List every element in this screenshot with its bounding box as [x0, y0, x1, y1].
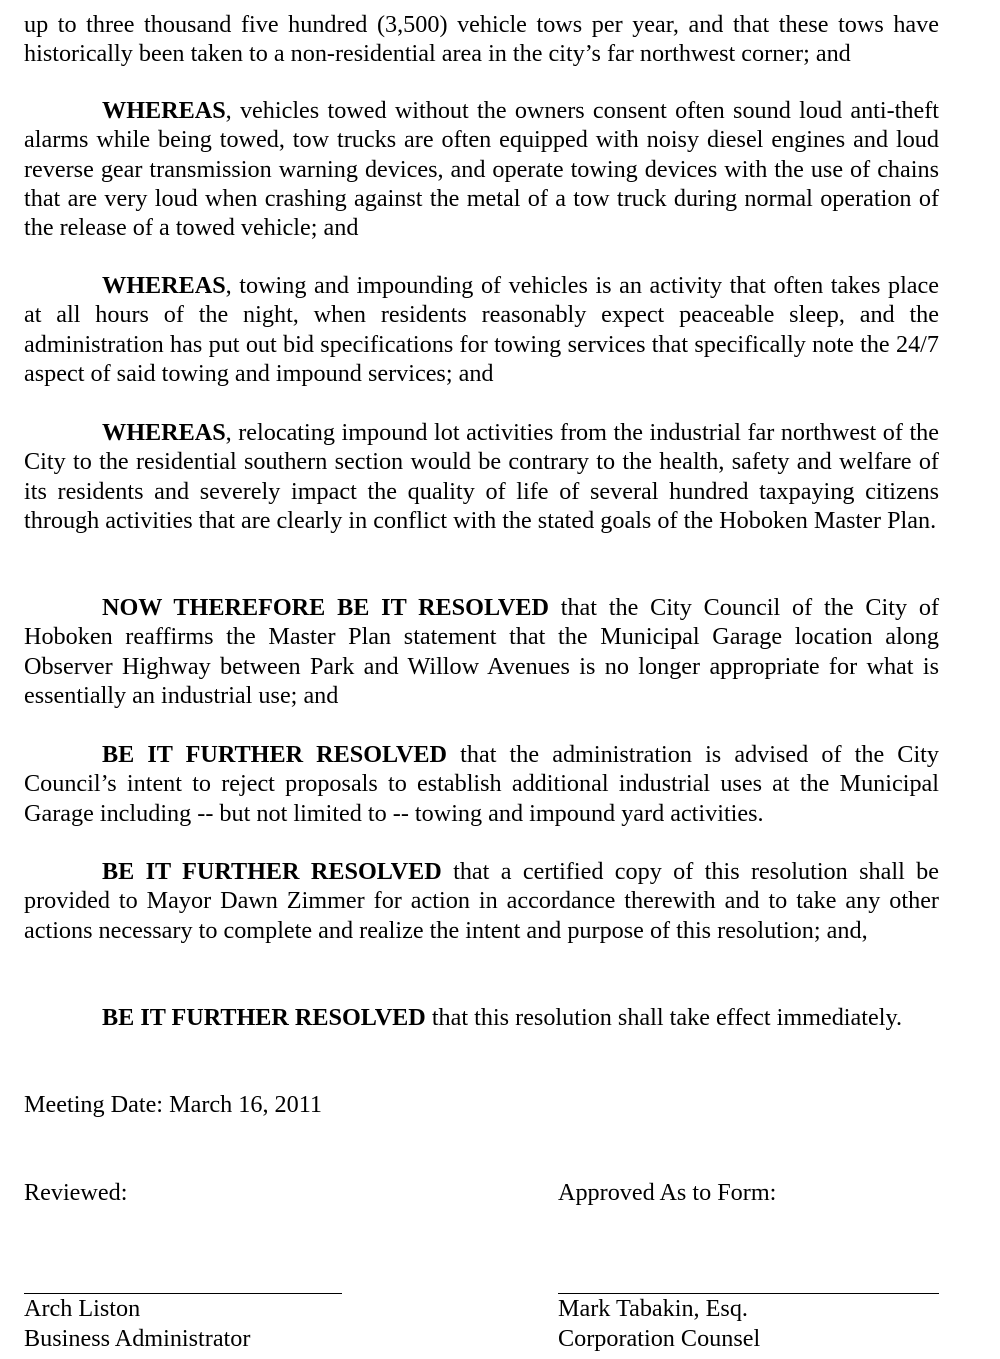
paragraph-text: that the City Council of the City of Hoboken reaffirms the Master Plan statement that the Municipal Garage location along Observer Highway between Park and Willow Avenues is no longer appropriate for what is essentially an industrial use; and [24, 594, 940, 709]
paragraph-keyword: BE IT FURTHER RESOLVED [102, 741, 448, 768]
paragraph-whereas-night [24, 271, 939, 388]
paragraph-text: that a certified copy of this resolution shall be provided to Mayor Dawn Zimmer for action in accordance therewith and to take any other actions necessary to complete and realize the intent and purpose of this resolution; and, [24, 858, 939, 944]
paragraph-keyword: NOW THEREFORE BE IT RESOLVED [102, 594, 549, 621]
reviewed-label: Reviewed: [24, 1179, 128, 1206]
paragraph-whereas-noise [24, 96, 939, 242]
signer-title-left: Business Administrator [24, 1325, 251, 1352]
paragraph-further-copy [24, 857, 939, 945]
signer-name-right: Mark Tabakin, Esq. [558, 1295, 748, 1322]
paragraph-text: , towing and impounding of vehicles is an activity that often takes place at all hours of the night, when residents reasonably expect peaceable sleep, and the administration has put out bid specifications for towing services that specifically note the 24/7 aspect of said towing and impound services; and [24, 272, 939, 387]
paragraph-now-therefore [24, 593, 939, 710]
paragraph-whereas-relocating [24, 418, 939, 535]
paragraph-text: , vehicles towed without the owners consent often sound loud anti-theft alarms while being towed, tow trucks are often equipped with noisy diesel engines and loud reverse gear transmission warning devices, and operate towing devices with the use of chains that are very loud when crashing against the metal of a tow truck during normal operation of the release of a towed vehicle; and [24, 97, 939, 242]
meeting-date: Meeting Date: March 16, 2011 [24, 1091, 323, 1118]
paragraph-further-reject [24, 740, 939, 828]
paragraph-text: that this resolution shall take effect immediately. [425, 1004, 903, 1031]
paragraph-keyword: BE IT FURTHER RESOLVED [102, 858, 442, 885]
paragraph-keyword: WHEREAS [102, 419, 226, 446]
paragraph-keyword: BE IT FURTHER RESOLVED [102, 1004, 426, 1031]
paragraph-further-effect [24, 1003, 939, 1032]
approved-label: Approved As to Form: [558, 1179, 777, 1206]
paragraph-keyword: WHEREAS [102, 97, 226, 124]
paragraph-tow-volume [24, 10, 939, 69]
paragraph-text: , relocating impound lot activities from the industrial far northwest of the City to the residential southern section would be contrary to the health, safety and welfare of its residents and severely impact the quality of life of several hundred taxpaying citizens through activities that are clearly in conflict with the stated goals of the Hoboken Master Plan. [24, 419, 939, 534]
paragraph-keyword: WHEREAS [102, 272, 226, 299]
signer-name-left: Arch Liston [24, 1295, 141, 1322]
paragraph-text: that the administration is advised of the City Council’s intent to reject proposals to establish additional industrial uses at the Municipal Garage including -- but not limited to -- towing and impound yard activities. [24, 741, 939, 827]
signer-title-right: Corporation Counsel [558, 1325, 761, 1352]
paragraph-text: up to three thousand five hundred (3,500) vehicle tows per year, and that these tows have historically been taken to a non-residential area in the city’s far northwest corner; and [24, 11, 939, 68]
